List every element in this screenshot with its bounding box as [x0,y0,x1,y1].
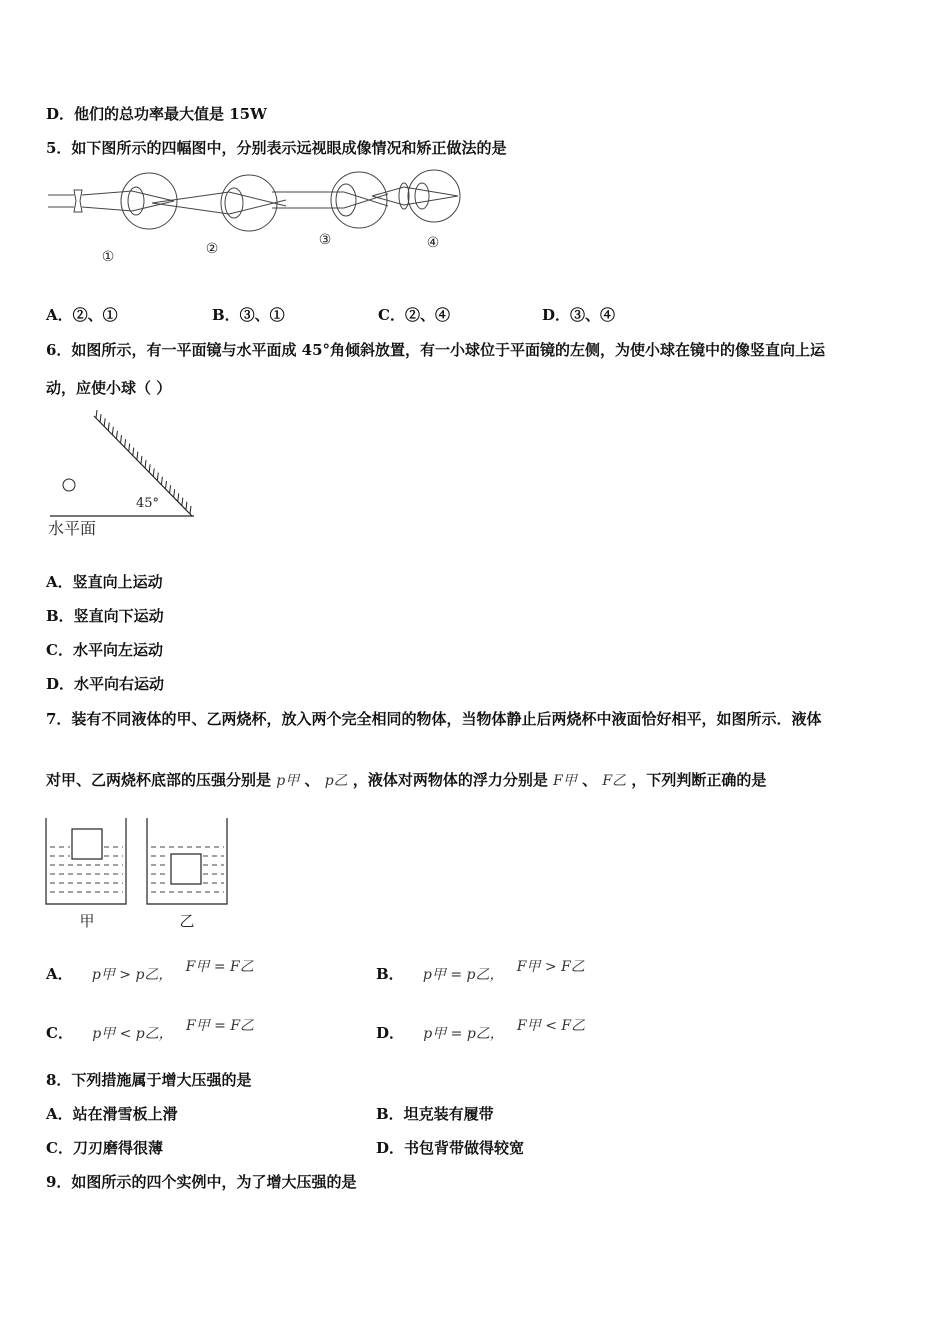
q5-stem: 5．如下图所示的四幅图中，分别表示远视眼成像情况和矫正做法的是 [46,139,507,157]
q7-option-a[interactable] [46,959,254,984]
q9-stem: 9．如图所示的四个实例中，为了增大压强的是 [46,1173,357,1191]
q6-option-c[interactable]: C．水平向左运动 [46,641,163,659]
q7-option-b[interactable] [376,959,585,984]
eye-diagram-3 [272,172,388,228]
q7-stem-line1: 7．装有不同液体的甲、乙两烧杯，放入两个完全相同的物体，当物体静止后两烧杯中液面恰好相平，如图所示．液体 [46,710,822,728]
q8-option-c[interactable]: C．刀刃磨得很薄 [46,1139,163,1157]
q8-option-a[interactable]: A．站在滑雪板上滑 [46,1105,178,1123]
q6-stem-line1: 6．如图所示，有一平面镜与水平面成 45°角倾斜放置，有一小球位于平面镜的左侧，为使小球在镜中的像竖直向上运 [46,341,826,359]
q7-option-b-p: p甲 = p乙， [422,967,504,983]
q5-option-c[interactable]: C．②、④ [378,306,450,324]
q7-option-d-letter: D． [376,1024,405,1042]
q7-option-c-letter: C． [46,1024,73,1042]
p-yi-symbol: p乙 [324,773,348,789]
q5-option-a[interactable]: A．②、① [46,306,118,324]
q4-option-d: D．他们的总功率最大值是 15W [46,105,267,123]
q7-sep1: 、 [304,771,320,789]
eye-diagram-4 [372,170,460,222]
mirror-hatch-line [96,410,97,418]
mirror-hatch-line [149,464,150,472]
q5-option-d[interactable]: D．③、④ [542,306,616,324]
eye-label-4: ④ [426,235,440,251]
mirror-hatch-line [174,489,175,497]
mirror-hatch-line [182,498,183,506]
q7-option-b-f: F甲 > F乙 [516,959,585,975]
q7-option-d[interactable] [376,1018,586,1043]
mirror-hatch-line [108,423,109,431]
angle-label: 45° [136,496,160,511]
q6-option-b[interactable]: B．竖直向下运动 [46,607,164,625]
mirror-hatch-line [129,443,130,451]
ground-label: 水平面 [48,519,97,538]
mirror-hatch-line [137,452,138,460]
q7-option-a-p: p甲 > p乙， [91,967,173,983]
q7-option-c-f: F甲 = F乙 [185,1018,255,1034]
q7-option-d-f: F甲 < F乙 [517,1018,586,1034]
q7-stem-c: ，下列判断正确的是 [631,771,767,789]
q7-stem-line2 [46,769,766,790]
q6-option-a[interactable]: A．竖直向上运动 [46,573,163,591]
q5-option-b[interactable]: B．③、① [212,306,285,324]
mirror-hatch-line [141,456,142,464]
q8-stem: 8．下列措施属于增大压强的是 [46,1071,252,1089]
q7-option-a-f: F甲 = F乙 [185,959,254,975]
mirror-hatch-line [178,493,179,501]
q6-option-d[interactable]: D．水平向右运动 [46,675,165,693]
f-jia-symbol: F甲 [553,773,577,789]
mirror-hatch-line [170,485,171,493]
q5-eye-diagrams [44,168,474,268]
eye-diagram-1 [48,173,177,229]
mirror-hatch-line [133,448,134,456]
q7-stem-a: 对甲、乙两烧杯底部的压强分别是 [46,771,272,789]
mirror-hatch-line [112,427,113,435]
mirror-hatch-line [157,473,158,481]
q6-stem-line2: 动，应使小球（ ） [46,379,172,397]
mirror-hatch-line [104,418,105,426]
q7-option-a-letter: A． [46,965,73,983]
q7-option-d-p: p甲 = p乙， [423,1026,504,1042]
mirror-hatch-line [190,506,191,514]
mirror-hatch-line [145,460,146,468]
eye-label-2: ② [205,241,219,257]
q7-option-b-letter: B． [376,965,404,983]
mirror-hatch-line [100,414,101,422]
q6-mirror-diagram [44,408,204,543]
q7-stem-b: ，液体对两物体的浮力分别是 [352,771,548,789]
mirror-hatch-line [153,468,154,476]
eye-label-1: ① [101,249,115,265]
q7-sep2: 、 [582,771,598,789]
q7-option-c[interactable] [46,1018,255,1043]
mirror-hatch-line [125,439,126,447]
mirror-hatch-line [121,435,122,443]
mirror-hatch-line [161,477,162,485]
q8-option-b[interactable]: B．坦克装有履带 [376,1105,494,1123]
beaker-label-yi: 乙 [179,912,195,930]
q7-option-c-p: p甲 < p乙， [92,1026,173,1042]
eye-diagram-2 [152,175,286,231]
f-yi-symbol: F乙 [602,773,627,789]
p-jia-symbol: p甲 [276,773,300,789]
beaker-label-jia: 甲 [79,912,95,930]
mirror-hatch-line [116,431,117,439]
q8-option-d[interactable]: D．书包背带做得较宽 [376,1139,525,1157]
mirror-hatch-line [186,502,187,510]
eye-label-3: ③ [318,232,332,248]
mirror-hatch-line [165,481,166,489]
q7-beakers-diagram [40,814,240,934]
